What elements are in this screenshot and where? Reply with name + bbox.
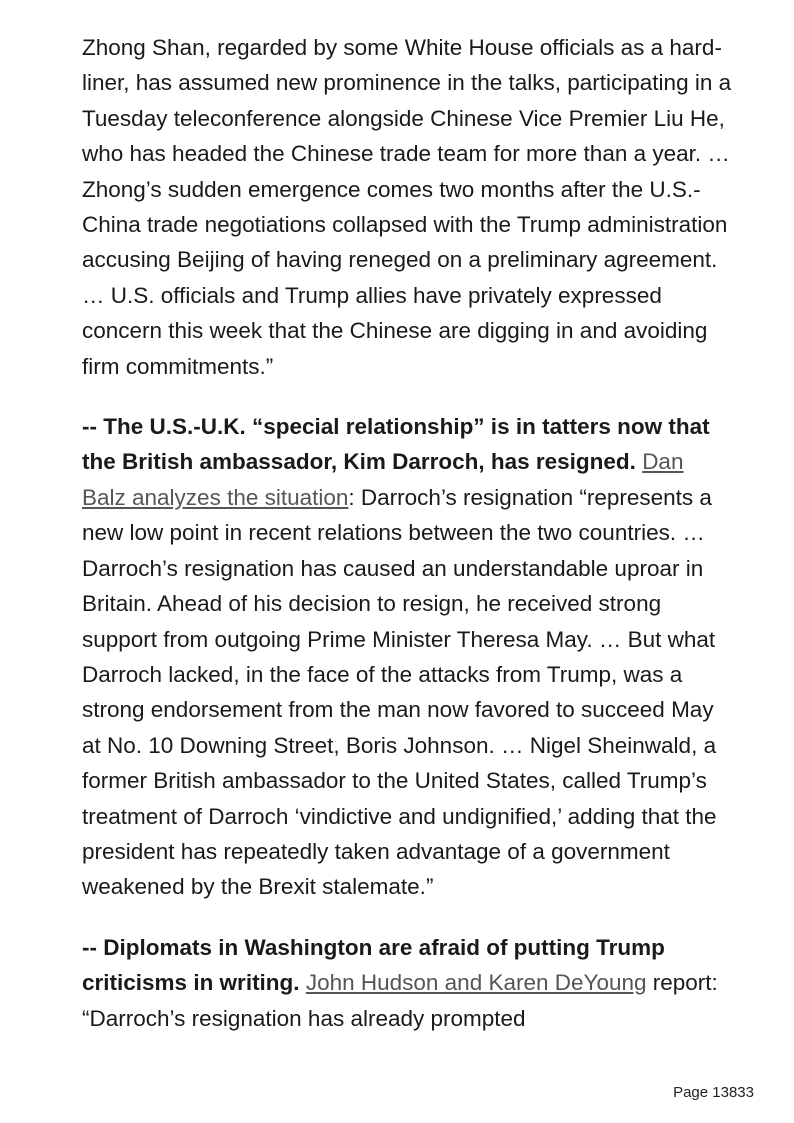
paragraph-text: : Darroch’s resignation “represents a new low point in recent relations between the two countries. … Darroch’s resignation has caused an understandable uproar in Britain. Ahead of his decision to resign, he received strong support from outgoing Prime Minister Theresa May. … But what Darroch lacked, in the face of the attacks from Trump, was a strong endorsement from the man now favored to succeed May at No. 10 Downing Street, Boris Johnson. … Nigel Sheinwald, a former British ambassador to the United States, called Trump’s treatment of Darroch ‘vindictive and undignified,’ adding that the president has repeatedly taken advantage of a government weakened by the Brexit stalemate.” xyxy=(82,484,717,900)
paragraph-text: report: “Darroch’s resignation has already prompted xyxy=(82,970,718,1031)
paragraph-lead-bold: -- Diplomats in Washington are afraid of putting Trump criticisms in writing. xyxy=(82,934,665,996)
paragraph-zhong-shan xyxy=(82,30,732,384)
hudson-deyoung-link[interactable]: John Hudson and Karen DeYoung xyxy=(305,970,647,996)
paragraph-darroch-resignation xyxy=(82,409,732,905)
page-number: Page 13833 xyxy=(673,1084,754,1101)
dan-balz-link[interactable]: Dan Balz analyzes the situation xyxy=(82,449,684,510)
paragraph-text: Zhong Shan, regarded by some White House officials as a hard-liner, has assumed new prominence in the talks, participating in a Tuesday teleconference alongside Chinese Vice Premier Liu He, who has headed the Chinese trade team for more than a year. … Zhong’s sudden emergence comes two months after the U.S.-China trade negotiations collapsed with the Trump administration accusing Beijing of having reneged on a preliminary agreement. … U.S. officials and Trump allies have privately expressed concern this week that the Chinese are digging in and avoiding firm commitments.” xyxy=(82,35,732,379)
paragraph-lead-bold: -- The U.S.-U.K. “special relationship” is in tatters now that the British ambassador, Kim Darroch, has resigned. xyxy=(82,414,710,475)
document-body xyxy=(82,30,732,1031)
paragraph-diplomats xyxy=(82,930,732,1031)
